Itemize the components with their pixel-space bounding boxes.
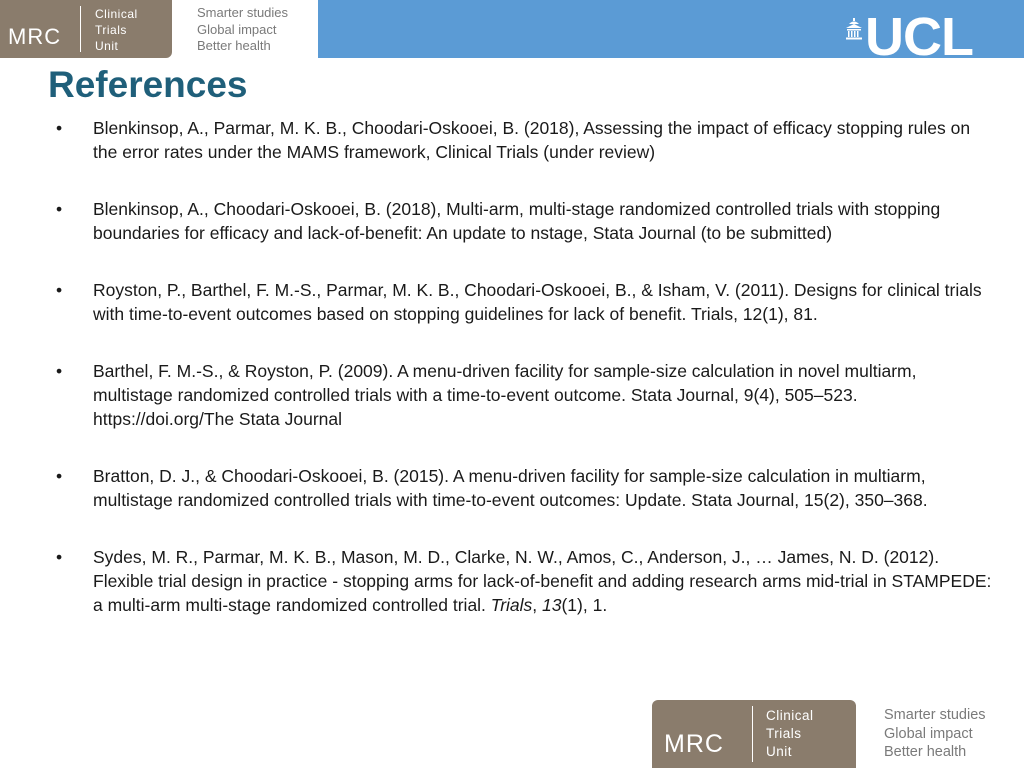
unit-line: Clinical bbox=[95, 7, 138, 21]
reference-item bbox=[52, 278, 992, 326]
reference-item bbox=[52, 464, 992, 512]
unit-name bbox=[766, 707, 814, 761]
bullet: • bbox=[56, 466, 63, 486]
reference-text bbox=[93, 547, 991, 615]
ucl-logo-text: UCL bbox=[865, 7, 973, 67]
reference-item bbox=[52, 359, 992, 431]
mrc-logo-text: MRC bbox=[8, 24, 62, 49]
tagline-line: Better health bbox=[884, 744, 967, 760]
reference-text: Royston, P., Barthel, F. M.-S., Parmar, M. K. B., Choodari-Oskooei, B., & Isham, V. (2011). Designs for clinical trials with time-to-event outcomes based on stopping guidelines for lack of benefit. Trials, 12(1), 81. bbox=[93, 280, 982, 324]
unit-line: Unit bbox=[766, 744, 793, 759]
reference-list bbox=[52, 116, 992, 617]
mrc-ctu-logo bbox=[0, 0, 172, 58]
mrc-logo-text: MRC bbox=[664, 730, 724, 758]
footer-logo bbox=[652, 700, 1024, 768]
logo-divider bbox=[80, 6, 81, 52]
page-title: References bbox=[48, 64, 248, 105]
bullet: • bbox=[56, 118, 63, 138]
bullet: • bbox=[56, 361, 63, 381]
citation-issue-pages: (1), 1. bbox=[561, 595, 608, 615]
unit-line: Trials bbox=[95, 23, 127, 37]
header-logo bbox=[0, 0, 318, 58]
unit-line: Unit bbox=[95, 39, 119, 53]
reference-text: Blenkinsop, A., Parmar, M. K. B., Choodari-Oskooei, B. (2018), Assessing the impact of efficacy stopping rules on the error rates under the MAMS framework, Clinical Trials (under review) bbox=[93, 118, 971, 162]
tagline-line: Global impact bbox=[197, 21, 277, 37]
citation-separator: , bbox=[532, 595, 543, 615]
footer-mrc-ctu-logo bbox=[652, 700, 856, 768]
unit-line: Trials bbox=[766, 726, 802, 741]
reference-item bbox=[52, 545, 992, 617]
reference-text-main: Sydes, M. R., Parmar, M. K. B., Mason, M. D., Clarke, N. W., Amos, C., Anderson, J., … James, N. D. (2012). Flexible trial design in practice - stopping arms for lack-of-benefit and adding research arms mid-trial in STAMPEDE: a multi-arm multi-stage randomized controlled trial. bbox=[93, 547, 992, 615]
header-bar bbox=[0, 0, 1024, 67]
journal-volume: 13 bbox=[542, 595, 562, 615]
bullet: • bbox=[56, 280, 63, 300]
reference-text: Bratton, D. J., & Choodari-Oskooei, B. (2015). A menu-driven facility for sample-size calculation in multiarm, multistage randomized controlled trials with time-to-event outcomes: Update. Stata Journal, 15(2), 350–368. bbox=[93, 466, 928, 510]
reference-text: Barthel, F. M.-S., & Royston, P. (2009). A menu-driven facility for sample-size calculation in novel multiarm, multistage randomized controlled trials with a time-to-event outcome. Stata Journal, 9(4), 505–523. https://doi.org/The Stata Journal bbox=[93, 361, 917, 429]
ucl-portico-icon bbox=[845, 18, 863, 40]
tagline-line: Global impact bbox=[884, 725, 973, 742]
reference-text: Blenkinsop, A., Choodari-Oskooei, B. (2018), Multi-arm, multi-stage randomized controlled trials with stopping boundaries for efficacy and lack-of-benefit: An update to nstage, Stata Journal (to be submitted) bbox=[93, 199, 941, 243]
bullet: • bbox=[56, 199, 63, 219]
bullet: • bbox=[56, 547, 63, 567]
tagline-line: Better health bbox=[197, 38, 271, 53]
tagline-line: Smarter studies bbox=[197, 5, 289, 20]
header-tagline bbox=[197, 5, 288, 55]
logo-divider bbox=[752, 706, 753, 762]
tagline-line: Smarter studies bbox=[884, 707, 986, 723]
unit-name bbox=[95, 6, 138, 54]
unit-line: Clinical bbox=[766, 708, 814, 723]
journal-name: Trials bbox=[490, 595, 533, 615]
reference-item bbox=[52, 197, 992, 245]
footer-tagline bbox=[884, 706, 986, 762]
reference-item bbox=[52, 116, 992, 164]
